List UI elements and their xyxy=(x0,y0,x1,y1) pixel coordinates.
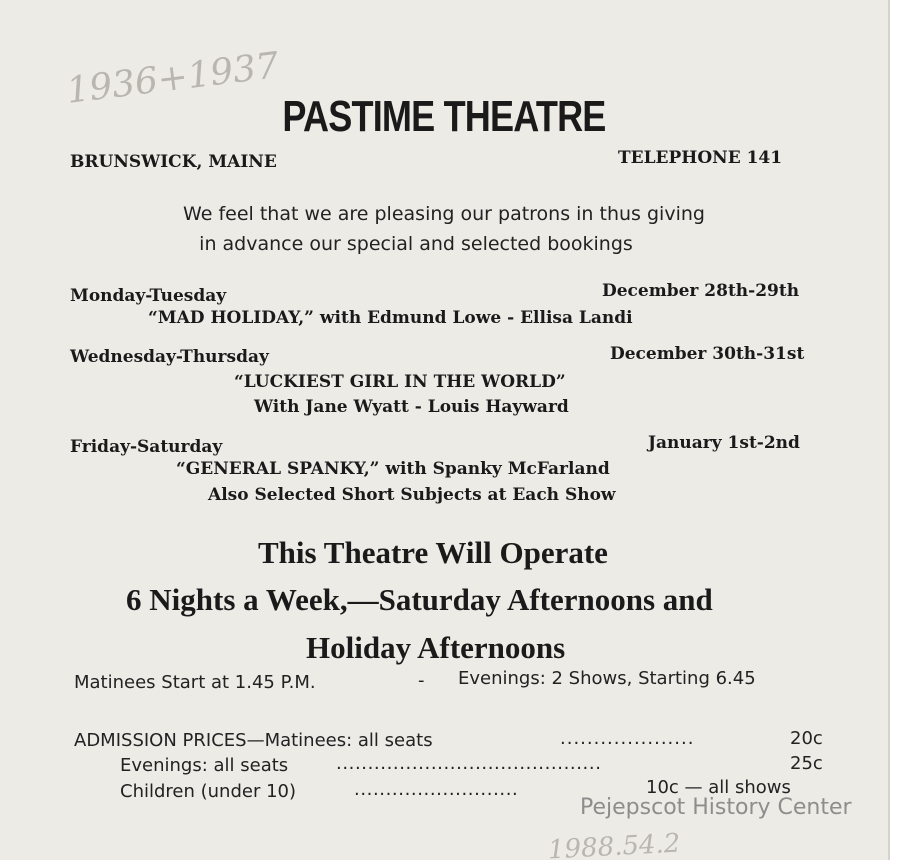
booking-3-film: “GENERAL SPANKY,” with Spanky McFarland xyxy=(176,459,610,479)
booking-3-dates: January 1st-2nd xyxy=(648,433,800,453)
price-row-2-label: Evenings: all seats xyxy=(120,755,289,776)
price-row-2-leader: .......................................... xyxy=(336,753,602,774)
pencil-catalog-number: 1988.54.2 xyxy=(547,828,682,865)
booking-1-days: Monday-Tuesday xyxy=(70,286,227,306)
intro-line-2: in advance our special and selected bookings xyxy=(199,233,633,255)
matinee-schedule: Matinees Start at 1.45 P.M. xyxy=(74,672,316,693)
booking-2-film: “LUCKIEST GIRL IN THE WORLD” xyxy=(234,372,566,392)
price-row-1-leader: .................... xyxy=(560,728,695,749)
schedule-separator: - xyxy=(418,670,425,691)
booking-3-extra: Also Selected Short Subjects at Each Show xyxy=(208,485,616,505)
booking-2-dates: December 30th-31st xyxy=(610,344,805,364)
price-row-1-label: ADMISSION PRICES—Matinees: all seats xyxy=(74,730,433,751)
operation-line-1: This Theatre Will Operate xyxy=(258,535,608,570)
price-row-3-price: 10c — all shows xyxy=(646,777,791,798)
operation-line-3: Holiday Afternoons xyxy=(306,630,566,665)
watermark: Pejepscot History Center xyxy=(580,795,852,820)
telephone-label: TELEPHONE 141 xyxy=(618,148,783,168)
location-label: BRUNSWICK, MAINE xyxy=(70,152,277,172)
booking-2-cast: With Jane Wyatt - Louis Hayward xyxy=(254,397,569,417)
booking-1-dates: December 28th-29th xyxy=(602,281,800,301)
booking-3-days: Friday-Saturday xyxy=(70,437,223,457)
intro-line-1: We feel that we are pleasing our patrons in thus giving xyxy=(183,203,705,225)
theatre-title: PASTIME THEATRE xyxy=(282,92,606,141)
evening-schedule: Evenings: 2 Shows, Starting 6.45 xyxy=(458,668,756,689)
price-row-1-price: 20c xyxy=(790,728,823,749)
price-row-3-leader: .......................... xyxy=(354,779,519,800)
price-row-2-price: 25c xyxy=(790,753,823,774)
price-row-3-label: Children (under 10) xyxy=(120,781,297,802)
booking-2-days: Wednesday-Thursday xyxy=(70,347,269,367)
pencil-annotation: 1936+1937 xyxy=(64,45,282,112)
operation-line-2: 6 Nights a Week,—Saturday Afternoons and xyxy=(126,582,713,617)
booking-1-film: “MAD HOLIDAY,” with Edmund Lowe - Ellisa Landi xyxy=(148,308,633,328)
